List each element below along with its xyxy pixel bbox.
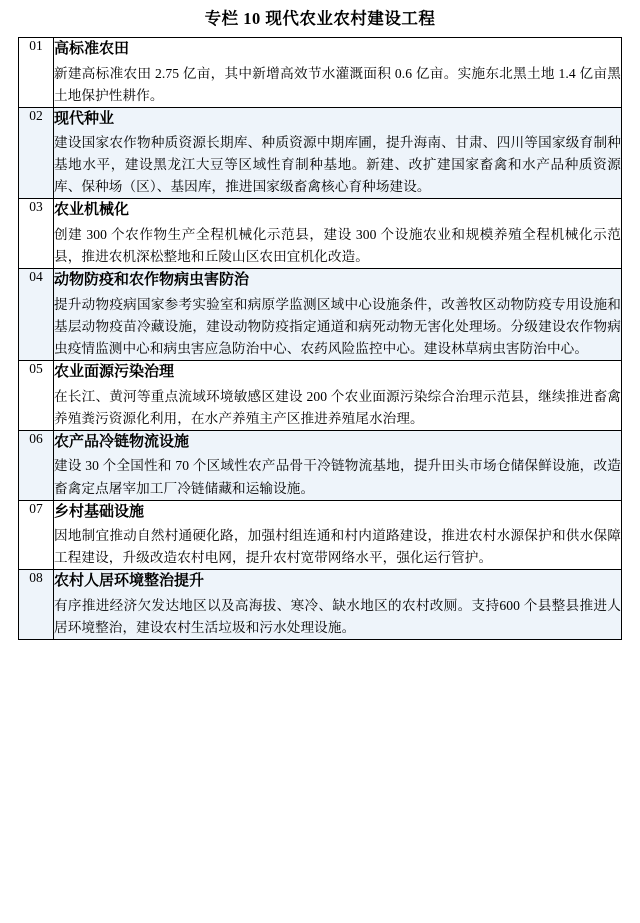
item-heading: 乡村基础设施	[54, 503, 145, 520]
item-content	[54, 430, 622, 500]
item-heading: 农村人居环境整治提升	[54, 573, 205, 590]
page-title: 专栏 10 现代农业农村建设工程	[204, 9, 436, 28]
item-heading: 高标准农田	[54, 40, 130, 57]
item-content	[54, 500, 622, 570]
table-row	[19, 107, 622, 199]
item-number: 01	[19, 37, 54, 107]
item-number: 04	[19, 269, 54, 361]
table-row	[19, 570, 622, 640]
table-row	[19, 199, 622, 269]
item-number: 07	[19, 500, 54, 570]
items-table	[18, 37, 622, 640]
table-row	[19, 500, 622, 570]
table-row	[19, 37, 622, 107]
table-row	[19, 269, 622, 361]
item-content	[54, 199, 622, 269]
item-number: 08	[19, 570, 54, 640]
item-heading: 农业面源污染治理	[54, 363, 175, 380]
item-number: 06	[19, 430, 54, 500]
item-heading: 农产品冷链物流设施	[54, 433, 190, 450]
table-row	[19, 360, 622, 430]
item-body: 有序推进经济欠发达地区以及高海拔、寒冷、缺水地区的农村改厕。支持600 个县整县推进人居环境整治，建设农村生活垃圾和污水处理设施。	[54, 598, 621, 636]
item-body: 在长江、黄河等重点流域环境敏感区建设 200 个农业面源污染综合治理示范县，继续推进畜禽养殖粪污资源化利用，在水产养殖主产区推进养殖尾水治理。	[54, 388, 621, 426]
item-body: 建设 30 个全国性和 70 个区域性农产品骨干冷链物流基地，提升田头市场仓储保鲜设施，改造畜禽定点屠宰加工厂冷链储藏和运输设施。	[54, 458, 621, 496]
item-body: 建设国家农作物种质资源长期库、种质资源中期库圃，提升海南、甘肃、四川等国家级育制种基地水平，建设黑龙江大豆等区域性育制种基地。新建、改扩建国家畜禽和水产品种质资源库、保种场（区）、基因库，推进国家级畜禽核心育种场建设。	[54, 135, 621, 195]
item-content	[54, 269, 622, 361]
item-heading: 现代种业	[54, 110, 115, 127]
item-body: 提升动物疫病国家参考实验室和病原学监测区域中心设施条件，改善牧区动物防疫专用设施和基层动物疫苗冷藏设施，建设动物防疫指定通道和病死动物无害化处理场。分级建设农作物病虫疫情监测中心和病虫害应急防治中心、农药风险监控中心。建设林草病虫害防治中心。	[54, 296, 621, 356]
item-heading: 农业机械化	[54, 202, 130, 219]
item-content	[54, 37, 622, 107]
item-number: 02	[19, 107, 54, 199]
item-body: 新建高标准农田 2.75 亿亩，其中新增高效节水灌溉面积 0.6 亿亩。实施东北黑土地 1.4 亿亩黑土地保护性耕作。	[54, 65, 621, 103]
item-content	[54, 570, 622, 640]
item-heading: 动物防疫和农作物病虫害防治	[54, 272, 250, 289]
item-content	[54, 360, 622, 430]
item-content	[54, 107, 622, 199]
item-number: 05	[19, 360, 54, 430]
item-body: 因地制宜推动自然村通硬化路，加强村组连通和村内道路建设，推进农村水源保护和供水保障工程建设，升级改造农村电网，提升农村宽带网络水平，强化运行管护。	[54, 528, 621, 566]
table-row	[19, 430, 622, 500]
item-body: 创建 300 个农作物生产全程机械化示范县，建设 300 个设施农业和规模养殖全程机械化示范县，推进农机深松整地和丘陵山区农田宜机化改造。	[54, 227, 621, 265]
item-number: 03	[19, 199, 54, 269]
